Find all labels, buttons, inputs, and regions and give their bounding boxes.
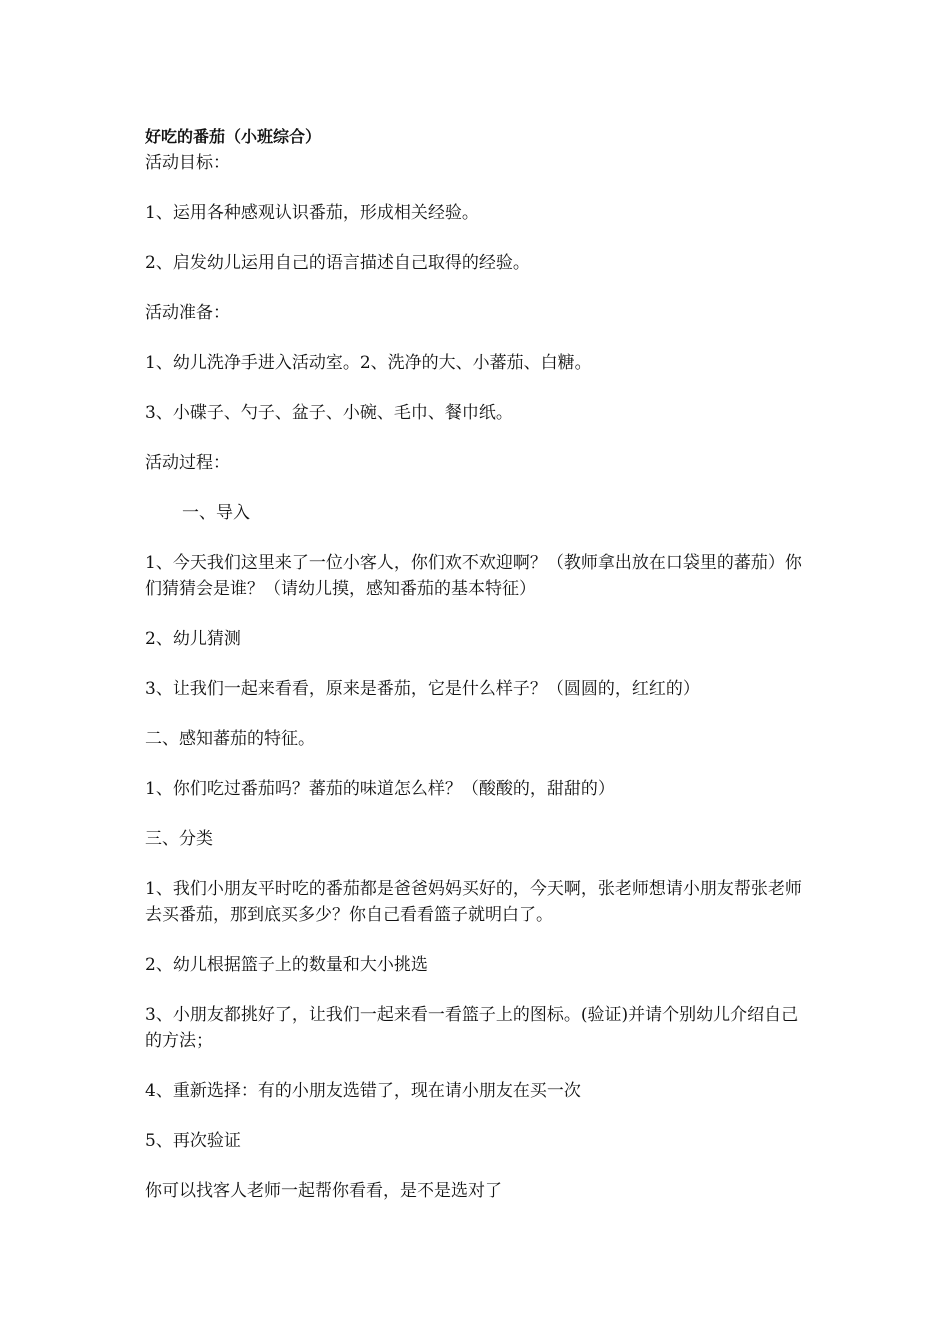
prep-heading: 活动准备：: [145, 303, 230, 323]
process-item: 2、幼儿根据篮子上的数量和大小挑选: [145, 955, 428, 975]
section-heading-features: 二、感知蕃茄的特征。: [145, 729, 315, 749]
process-item: 4、重新选择：有的小朋友选错了，现在请小朋友在买一次: [145, 1081, 581, 1101]
document-title: 好吃的番茄（小班综合）: [145, 127, 322, 146]
process-item: 1、我们小朋友平时吃的番茄都是爸爸妈妈买好的，今天啊，张老师想请小朋友帮张老师去买番茄，那到底买多少？你自己看看篮子就明白了。: [145, 879, 802, 925]
process-item: 2、幼儿猜测: [145, 629, 241, 649]
section-heading-intro: 一、导入: [182, 503, 250, 523]
process-item: 你可以找客人老师一起帮你看看，是不是选对了: [145, 1181, 502, 1201]
goal-item: 2、启发幼儿运用自己的语言描述自己取得的经验。: [145, 253, 530, 273]
process-item: 3、让我们一起来看看，原来是番茄，它是什么样子？（圆圆的，红红的）: [145, 679, 700, 699]
process-item: 1、今天我们这里来了一位小客人，你们欢不欢迎啊？（教师拿出放在口袋里的蕃茄）你们猜猜会是谁？（请幼儿摸，感知番茄的基本特征）: [145, 553, 802, 599]
process-heading: 活动过程：: [145, 453, 230, 473]
process-item: 3、小朋友都挑好了，让我们一起来看一看篮子上的图标。(验证)并请个别幼儿介绍自己的方法；: [145, 1005, 799, 1051]
prep-item: 1、幼儿洗净手进入活动室。2、洗净的大、小蕃茄、白糖。: [145, 353, 592, 373]
goal-item: 1、运用各种感观认识番茄，形成相关经验。: [145, 203, 479, 223]
prep-item: 3、小碟子、勺子、盆子、小碗、毛巾、餐巾纸。: [145, 403, 513, 423]
document-page: [145, 124, 815, 1204]
process-item: 1、你们吃过番茄吗？蕃茄的味道怎么样？（酸酸的，甜甜的）: [145, 779, 615, 799]
process-item: 5、再次验证: [145, 1131, 241, 1151]
section-heading-classify: 三、分类: [145, 829, 213, 849]
goals-heading: 活动目标：: [145, 153, 230, 173]
